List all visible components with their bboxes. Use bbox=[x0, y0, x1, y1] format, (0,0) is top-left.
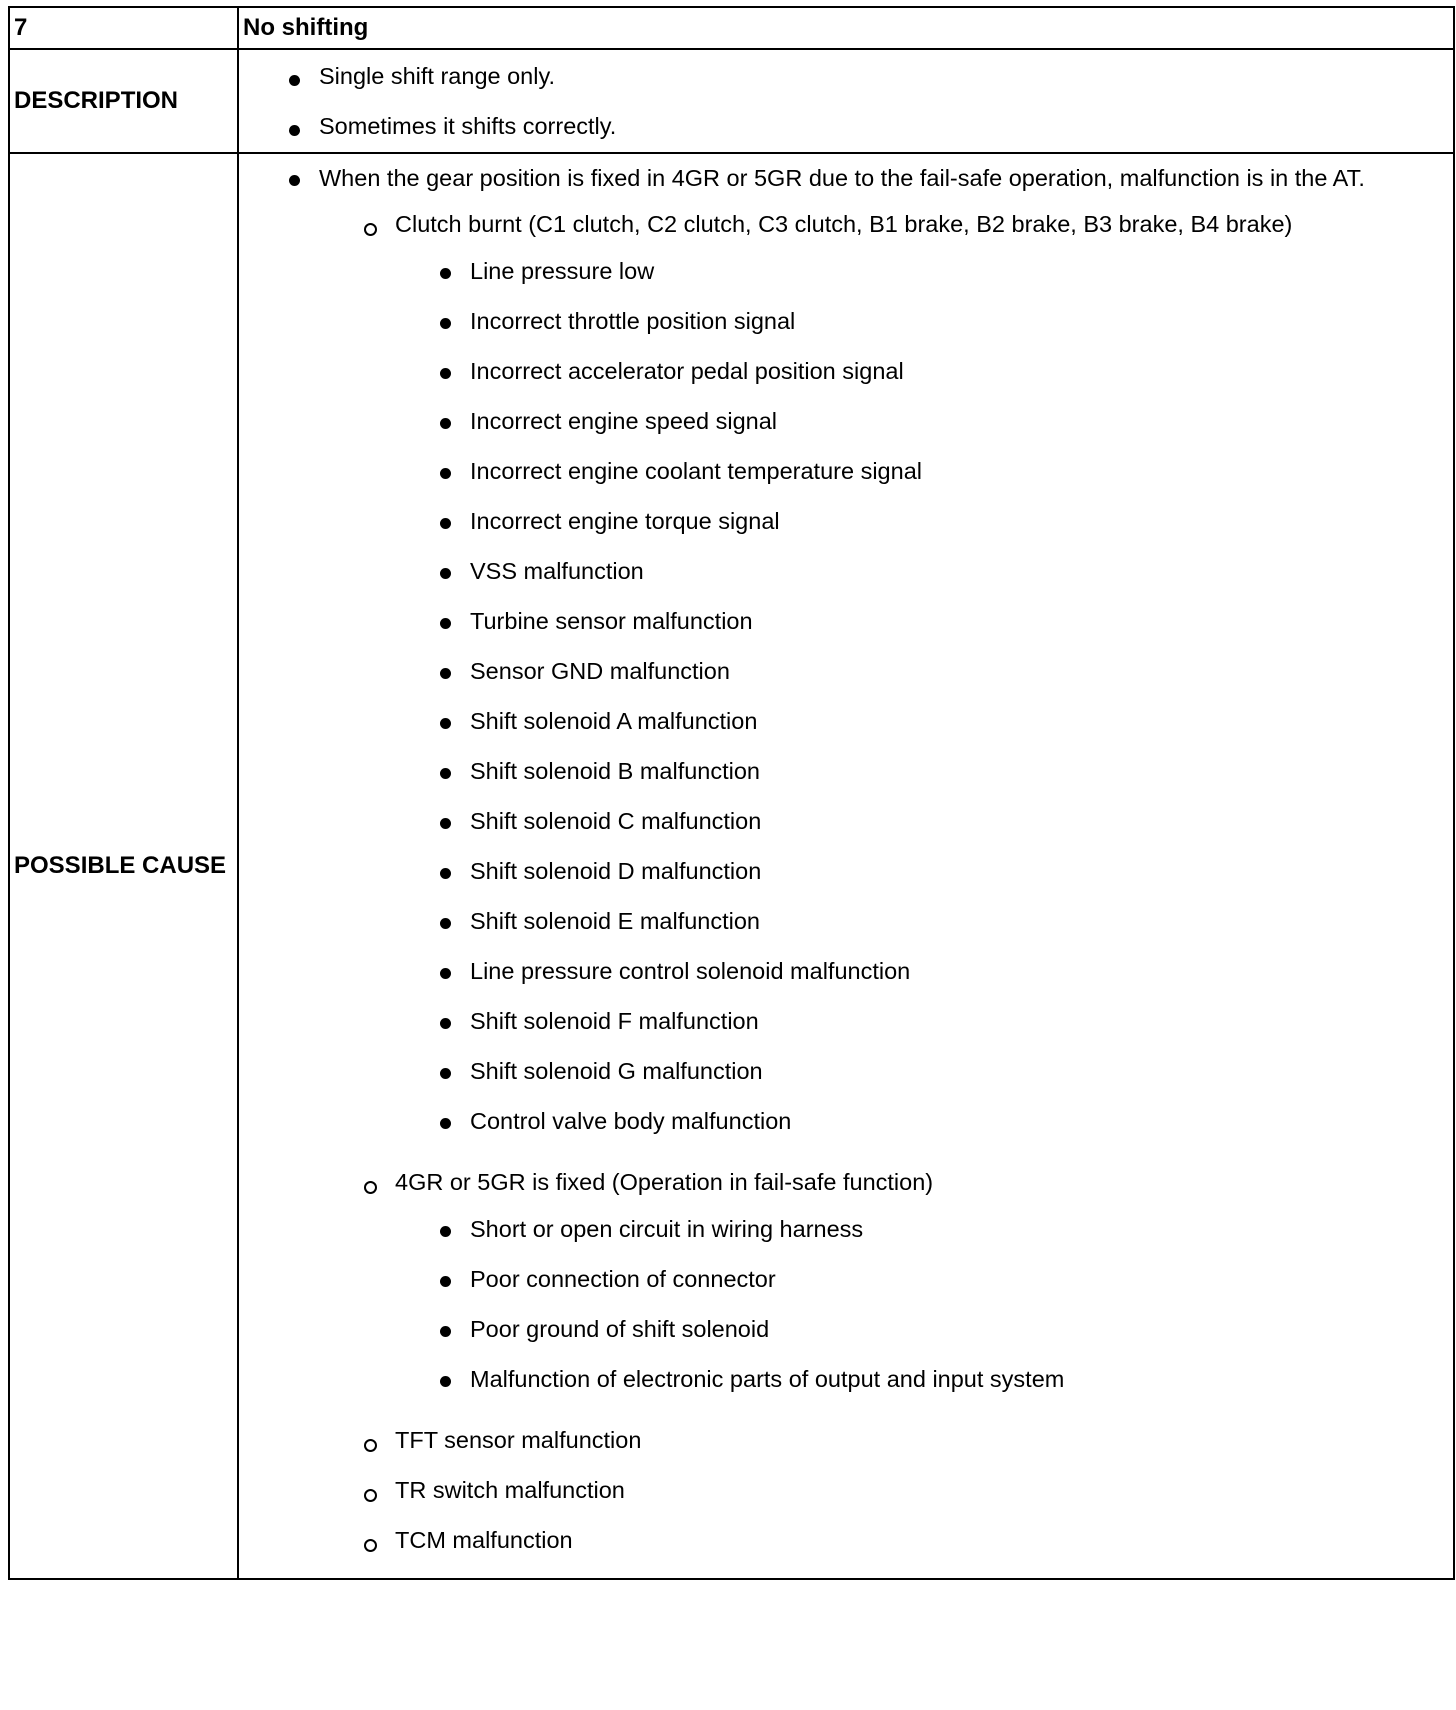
cause-item-list bbox=[395, 238, 1413, 1146]
diagnostic-sheet bbox=[8, 6, 1455, 1708]
cause-item: Shift solenoid A malfunction bbox=[470, 696, 1413, 746]
cause-group bbox=[395, 1466, 1413, 1516]
cause-item: Shift solenoid G malfunction bbox=[470, 1046, 1413, 1096]
cause-item: Line pressure control solenoid malfunction bbox=[470, 946, 1413, 996]
cause-item: Shift solenoid C malfunction bbox=[470, 796, 1413, 846]
cause-item: Incorrect engine coolant temperature signal bbox=[470, 446, 1413, 496]
possible-cause-intro-text: When the gear position is fixed in 4GR or 5GR due to the fail-safe operation, malfunction is in the AT. bbox=[319, 165, 1365, 191]
possible-cause-intro bbox=[319, 154, 1413, 1578]
cause-group bbox=[395, 200, 1413, 1158]
possible-cause-label: POSSIBLE CAUSE bbox=[9, 153, 238, 1579]
header-row bbox=[9, 7, 1454, 49]
description-item: Sometimes it shifts correctly. bbox=[319, 104, 1413, 146]
cause-item: Turbine sensor malfunction bbox=[470, 596, 1413, 646]
description-label: DESCRIPTION bbox=[9, 49, 238, 153]
cause-item: Shift solenoid F malfunction bbox=[470, 996, 1413, 1046]
cause-item: Line pressure low bbox=[470, 246, 1413, 296]
cause-item: VSS malfunction bbox=[470, 546, 1413, 596]
cause-item: Shift solenoid D malfunction bbox=[470, 846, 1413, 896]
cause-item: Short or open circuit in wiring harness bbox=[470, 1204, 1413, 1254]
cause-item: Poor ground of shift solenoid bbox=[470, 1304, 1413, 1354]
description-item: Single shift range only. bbox=[319, 54, 1413, 104]
cause-group bbox=[395, 1516, 1413, 1566]
cause-group bbox=[395, 1416, 1413, 1466]
cause-group-title: 4GR or 5GR is fixed (Operation in fail-safe function) bbox=[395, 1169, 934, 1195]
possible-cause-content bbox=[238, 153, 1454, 1579]
possible-cause-row bbox=[9, 153, 1454, 1579]
cause-group-title: TCM malfunction bbox=[395, 1527, 573, 1553]
cause-item: Incorrect throttle position signal bbox=[470, 296, 1413, 346]
cause-item: Incorrect engine speed signal bbox=[470, 396, 1413, 446]
symptom-title: No shifting bbox=[238, 7, 1454, 49]
description-row bbox=[9, 49, 1454, 153]
cause-group-title: TFT sensor malfunction bbox=[395, 1427, 642, 1453]
cause-group-title: TR switch malfunction bbox=[395, 1477, 625, 1503]
cause-group bbox=[395, 1158, 1413, 1416]
cause-item: Shift solenoid B malfunction bbox=[470, 746, 1413, 796]
cause-item: Shift solenoid E malfunction bbox=[470, 896, 1413, 946]
cause-item: Incorrect accelerator pedal position signal bbox=[470, 346, 1413, 396]
cause-item: Malfunction of electronic parts of output and input system bbox=[470, 1354, 1413, 1404]
cause-group-list bbox=[319, 192, 1413, 1566]
cause-item-list bbox=[395, 1196, 1413, 1404]
cause-item: Poor connection of connector bbox=[470, 1254, 1413, 1304]
cause-item: Incorrect engine torque signal bbox=[470, 496, 1413, 546]
symptom-table bbox=[8, 6, 1455, 1580]
cause-item: Control valve body malfunction bbox=[470, 1096, 1413, 1146]
possible-cause-list bbox=[239, 154, 1453, 1578]
description-list bbox=[239, 50, 1453, 152]
cause-item: Sensor GND malfunction bbox=[470, 646, 1413, 696]
cause-group-title: Clutch burnt (C1 clutch, C2 clutch, C3 clutch, B1 brake, B2 brake, B3 brake, B4 brake) bbox=[395, 211, 1293, 237]
description-content bbox=[238, 49, 1454, 153]
symptom-number: 7 bbox=[9, 7, 238, 49]
